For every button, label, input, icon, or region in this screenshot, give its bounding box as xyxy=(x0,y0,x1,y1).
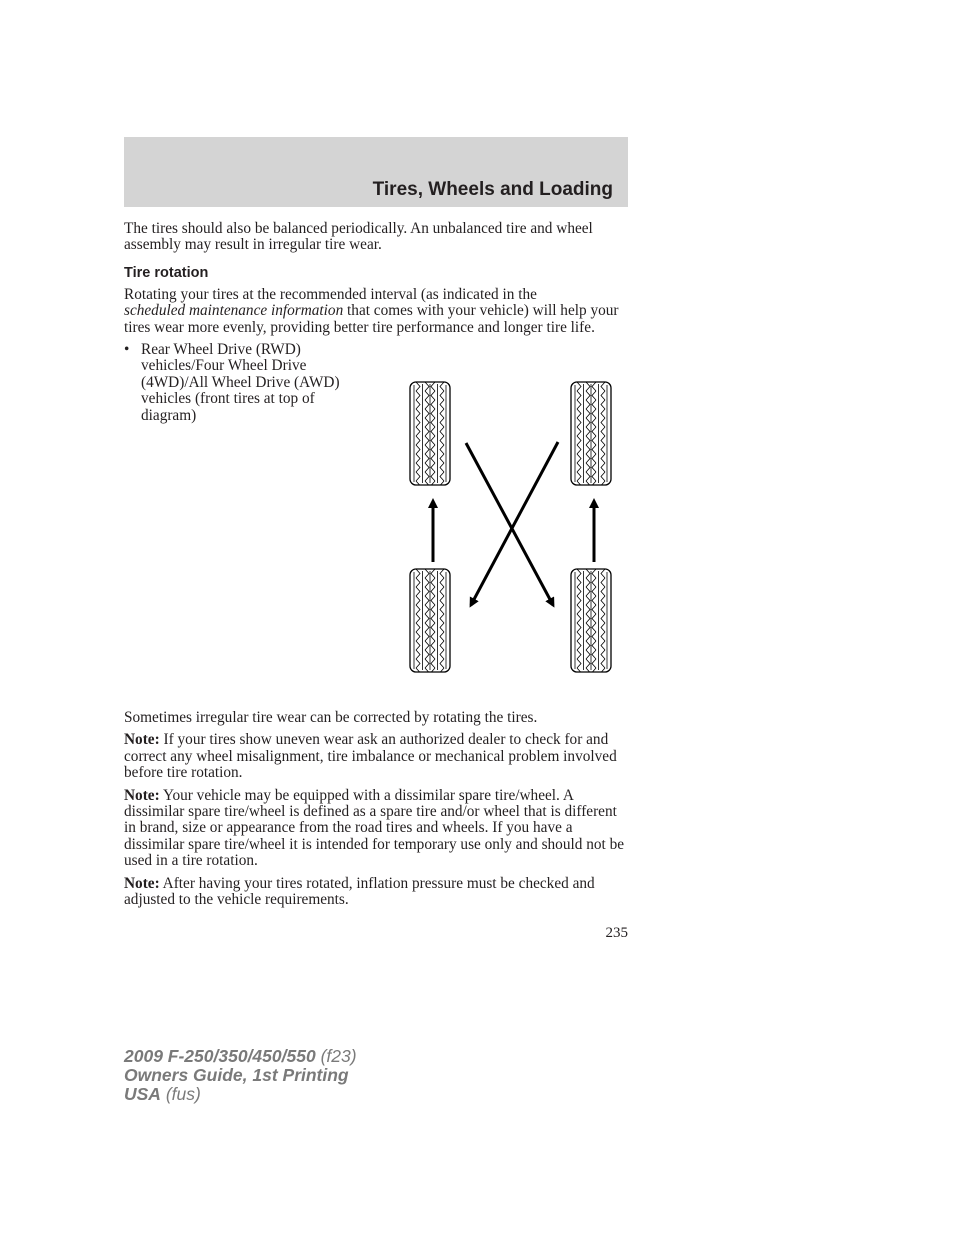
footer-model: 2009 F-250/350/450/550 xyxy=(124,1046,316,1066)
footer-model-code: (f23) xyxy=(315,1046,357,1066)
page-number: 235 xyxy=(605,925,628,941)
rear-right-tire-icon xyxy=(571,569,611,672)
note-misalignment xyxy=(124,732,630,781)
note-dissimilar-spare xyxy=(124,788,630,870)
footer-guide: Owners Guide, 1st Printing xyxy=(124,1065,349,1085)
footer-guide-line xyxy=(124,1066,357,1085)
note-label: Note: xyxy=(124,731,160,749)
front-right-to-rear-left-arrow-icon xyxy=(471,442,558,605)
note-label: Note: xyxy=(124,786,160,804)
footer-region-line xyxy=(124,1085,357,1104)
tire-rotation-heading: Tire rotation xyxy=(124,264,209,281)
front-left-tire-icon xyxy=(410,382,450,485)
front-right-tire-icon xyxy=(571,382,611,485)
note-text: If your tires show uneven wear ask an authorized dealer to check for and correct any wheel misalignment, tire imbalance or mechanical problem involved before tire rotation. xyxy=(124,731,617,782)
rotation-bullet xyxy=(124,342,364,424)
note-label: Note: xyxy=(124,874,160,892)
note-text: Your vehicle may be equipped with a dissimilar spare tire/wheel. A dissimilar spare tire/wheel is defined as a spare tire and/or wheel that is different in brand, size or appearance from the road tires and wheels. If you have a dissimilar spare tire/wheel it is intended for temporary use only and should not be used in a tire rotation. xyxy=(124,786,625,870)
note-inflation-pressure xyxy=(124,876,630,909)
tire-rotation-paragraph xyxy=(124,287,630,336)
section-title: Tires, Wheels and Loading xyxy=(372,179,613,200)
intro-paragraph: The tires should also be balanced periodically. An unbalanced tire and wheel assembly may result in irregular tire wear. xyxy=(124,220,593,254)
footer-model-line xyxy=(124,1047,357,1066)
rear-left-tire-icon xyxy=(410,569,450,672)
tire-rotation-diagram xyxy=(400,375,625,680)
paragraph-text-start: Rotating your tires at the recommended interval (as indicated in the xyxy=(124,285,537,303)
irregular-wear-paragraph: Sometimes irregular tire wear can be corrected by rotating the tires. xyxy=(124,709,538,726)
paragraph-text-end: that comes with your vehicle) will help your tires wear more evenly, providing better tire performance and longer tire life. xyxy=(124,302,619,336)
bullet-icon: • xyxy=(124,341,130,359)
maintenance-info-reference: scheduled maintenance information xyxy=(124,302,344,320)
footer-region: USA xyxy=(124,1084,161,1104)
notes-section xyxy=(124,710,630,914)
section-header-band xyxy=(124,137,628,207)
note-text: After having your tires rotated, inflation pressure must be checked and adjusted to the vehicle requirements. xyxy=(124,874,595,909)
footer-region-code: (fus) xyxy=(160,1084,201,1104)
front-left-to-rear-right-arrow-icon xyxy=(466,443,553,605)
bullet-text: Rear Wheel Drive (RWD) vehicles/Four Wheel Drive (4WD)/All Wheel Drive (AWD) vehicles (front tires at top of diagram) xyxy=(141,341,340,424)
document-footer xyxy=(124,1047,357,1104)
